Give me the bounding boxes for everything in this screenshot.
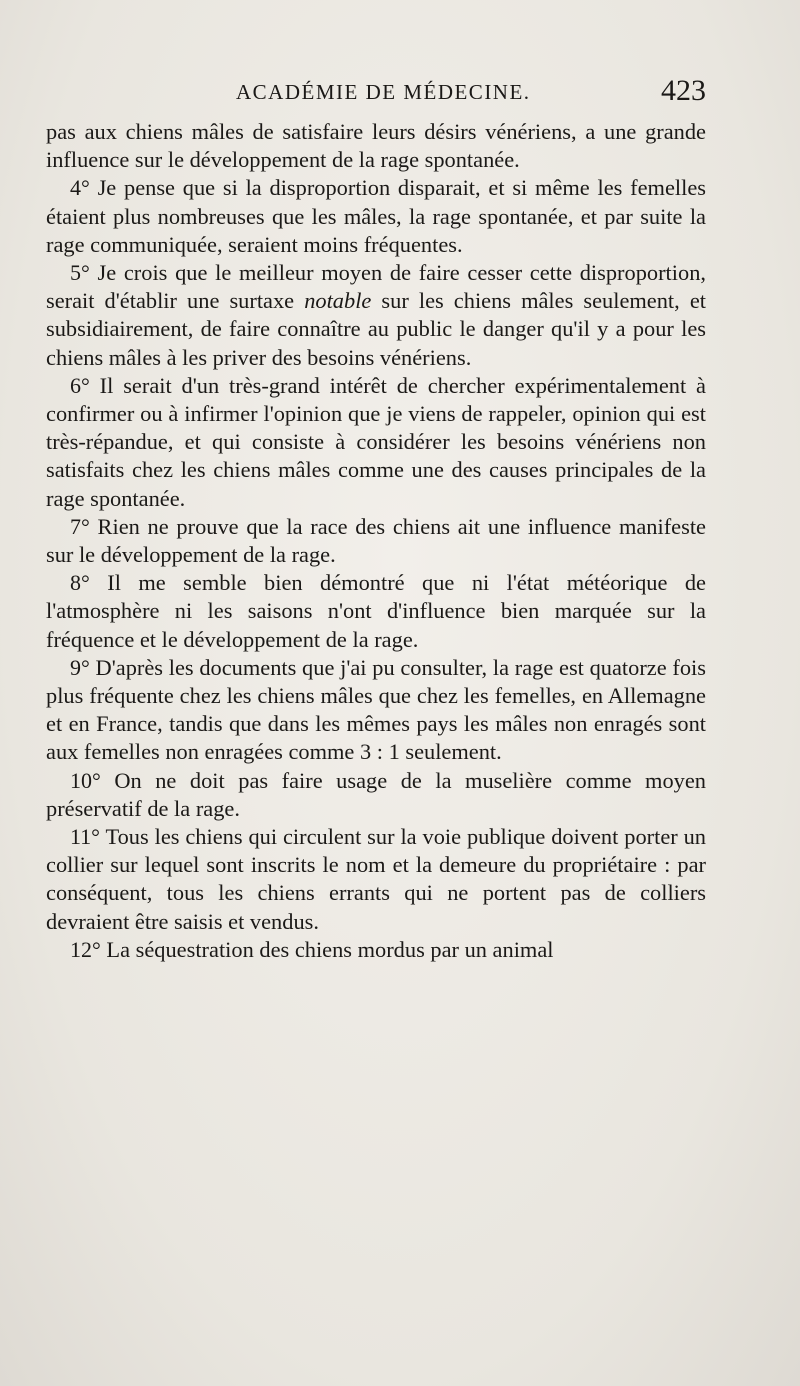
item-number: 8° [70, 570, 90, 596]
paragraph-continued: pas aux chiens mâles de satisfaire leurs désirs vénériens, a une grande influence sur le développement de la rage spontanée. [46, 119, 706, 173]
paragraph-10: 10° On ne doit pas faire usage de la muselière comme moyen préservatif de la rage. [46, 767, 706, 821]
item-number: 12° [70, 936, 101, 962]
item-number: 10° [70, 767, 101, 793]
body-text [46, 118, 706, 964]
item-number: 4° [70, 175, 90, 201]
page-number: 423 [661, 74, 706, 107]
item-number: 11° [70, 824, 100, 850]
item-number: 9° [70, 654, 90, 680]
item-number: 6° [70, 372, 90, 398]
paragraph-7: 7° Rien ne prouve que la race des chiens ait une influence manifeste sur le développement de la rage. [46, 513, 706, 568]
paragraph-11: 11° Tous les chiens qui circulent sur la voie publique doivent porter un collier sur lequel sont inscrits le nom et la demeure du propriétaire : par conséquent, tous les chiens errants qui ne portent pas de colliers devraient être saisis et vendus. [46, 824, 706, 934]
running-head: ACADÉMIE DE MÉDECINE. [236, 80, 531, 104]
paragraph-9: 9° D'après les documents que j'ai pu consulter, la rage est quatorze fois plus fréquente chez les chiens mâles que chez les femelles, en Allemagne et en France, tandis que dans les mêmes pays les mâles non enragés sont aux femelles non enragées comme 3 : 1 seulement. [46, 654, 706, 765]
paragraph-12: 12° La séquestration des chiens mordus par un animal [70, 936, 554, 962]
item-number: 7° [70, 513, 90, 539]
item-number: 5° [70, 260, 90, 286]
paragraph-4: 4° Je pense que si la disproportion disparait, et si même les femelles étaient plus nombreuses que les mâles, la rage spontanée, et par suite la rage communiquée, seraient moins fréquentes. [46, 175, 706, 257]
paragraph-6: 6° Il serait d'un très-grand intérêt de chercher expérimentalement à confirmer ou à infirmer l'opinion que je viens de rappeler, opinion qui est très-répandue, et qui consiste à considérer les besoins vénériens non satisfaits chez les chiens mâles comme une des causes principales de la rage spontanée. [46, 372, 706, 511]
emphasis-notable: notable [304, 288, 372, 314]
paragraph-8: 8° Il me semble bien démontré que ni l'état météorique de l'atmosphère ni les saisons n'ont d'influence bien marquée sur la fréquence et le développement de la rage. [46, 570, 706, 652]
page-header [46, 72, 706, 112]
paragraph-5: 5° Je crois que le meilleur moyen de faire cesser cette disproportion, serait d'établir une surtaxe notable sur les chiens mâles seulement, et subsidiairement, de faire connaître au public le danger qu'il y a pour les chiens mâles à les priver des besoins vénériens. [46, 260, 706, 370]
